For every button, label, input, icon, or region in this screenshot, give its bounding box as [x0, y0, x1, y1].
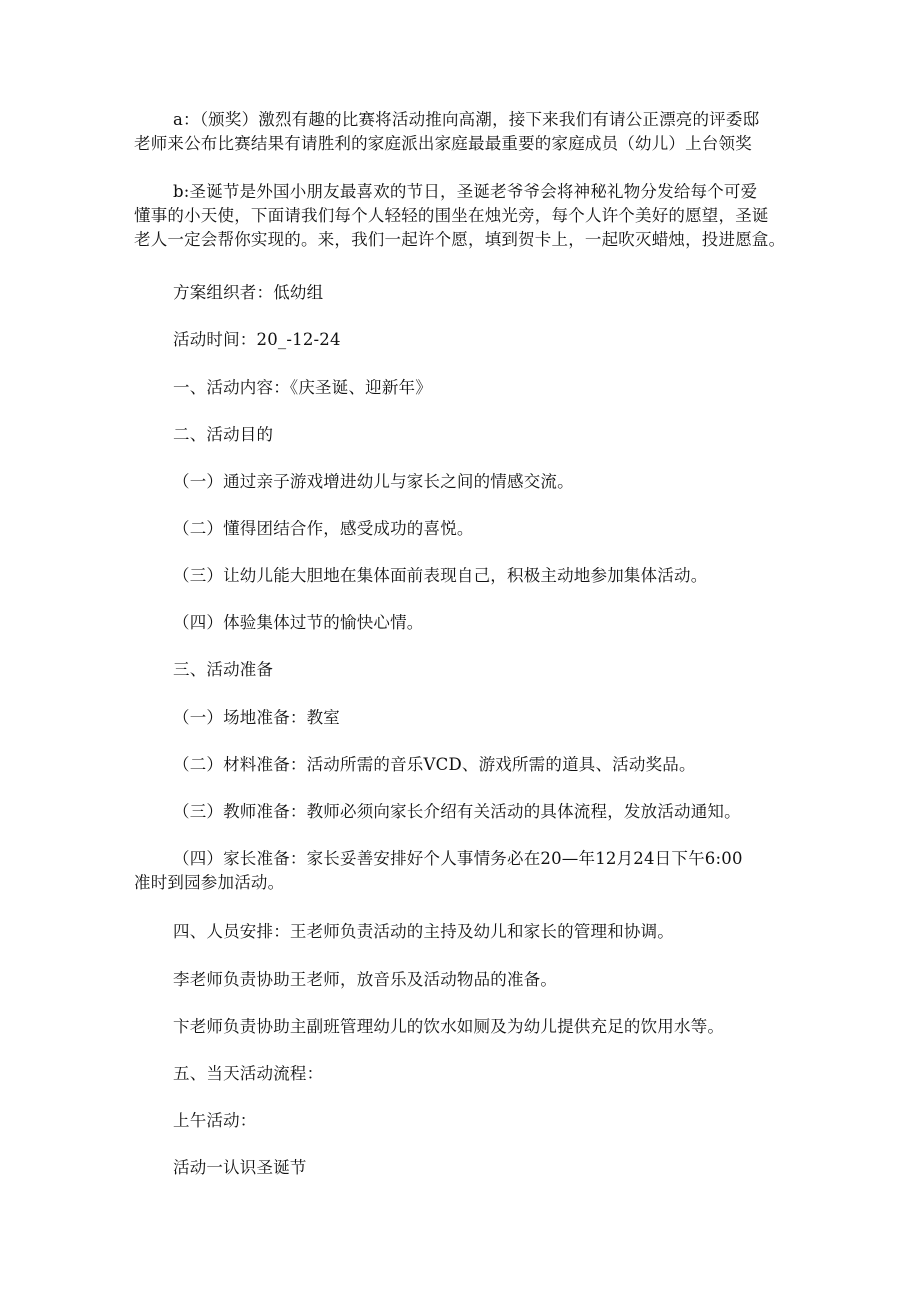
paragraph-content [173, 376, 773, 400]
text-line: b:圣诞节是外国小朋友最喜欢的节日，圣诞老爷爷会将神秘礼物分发给每个可爱 [173, 182, 758, 201]
paragraph-goal-3 [173, 564, 773, 588]
paragraph-christmas [134, 180, 786, 252]
text-line: 活动时间：20_-12-24 [173, 330, 341, 349]
heading-goal [173, 423, 773, 447]
paragraph-goal-1 [173, 470, 773, 494]
text-line: （三）让幼儿能大胆地在集体面前表现自己，积极主动地参加集体活动。 [173, 566, 708, 585]
heading-flow [173, 1062, 773, 1086]
text-line: a：（颁奖）激烈有趣的比赛将活动推向高潮，接下来我们有请公正漂亮的评委邸 [173, 110, 760, 129]
text-line: 李老师负责协助王老师，放音乐及活动物品的准备。 [173, 970, 558, 989]
paragraph-staff-3 [173, 1015, 773, 1039]
paragraph-activity-1 [173, 1156, 773, 1180]
paragraph-prep-1 [173, 706, 773, 730]
text-line: 一、活动内容：《庆圣诞、迎新年》 [173, 378, 432, 397]
paragraph-staff [173, 920, 773, 944]
text-line: 准时到园参加活动。 [134, 873, 285, 892]
text-line: 五、当天活动流程： [173, 1064, 324, 1083]
text-line: 四、人员安排：王老师负责活动的主持及幼儿和家长的管理和协调。 [173, 922, 674, 941]
text-line: 上午活动： [173, 1111, 257, 1130]
paragraph-prep-2 [173, 753, 773, 777]
paragraph-award [134, 108, 773, 156]
text-line: 老人一定会帮你实现的。来，我们一起许个愿，填到贺卡上，一起吹灭蜡烛，投进愿盒。 [134, 230, 786, 249]
paragraph-morning [173, 1109, 773, 1133]
paragraph-prep-3 [173, 800, 773, 824]
text-line: （四）体验集体过节的愉快心情。 [173, 613, 424, 632]
text-line: （一）通过亲子游戏增进幼儿与家长之间的情感交流。 [173, 472, 574, 491]
text-line: 老师来公布比赛结果有请胜利的家庭派出家庭最最重要的家庭成员（幼儿）上台领奖 [134, 134, 752, 153]
text-line: 懂事的小天使，下面请我们每个人轻轻的围坐在烛光旁，每个人许个美好的愿望，圣诞 [134, 206, 769, 225]
paragraph-staff-2 [173, 968, 773, 992]
text-line: （一）场地准备：教室 [173, 708, 340, 727]
paragraph-prep-4 [134, 847, 773, 895]
paragraph-goal-2 [173, 517, 773, 541]
text-line: 卞老师负责协助主副班管理幼儿的饮水如厕及为幼儿提供充足的饮用水等。 [173, 1017, 725, 1036]
text-line: （三）教师准备：教师必须向家长介绍有关活动的具体流程，发放活动通知。 [173, 802, 741, 821]
text-line: （二）材料准备：活动所需的音乐VCD、游戏所需的道具、活动奖品。 [173, 755, 696, 774]
text-line: 方案组织者：低幼组 [173, 283, 324, 302]
paragraph-time [173, 328, 773, 352]
heading-prep [173, 658, 773, 682]
text-line: 三、活动准备 [173, 660, 274, 679]
text-line: （二）懂得团结合作，感受成功的喜悦。 [173, 519, 474, 538]
paragraph-goal-4 [173, 611, 773, 635]
paragraph-organizer [173, 281, 773, 305]
text-line: （四）家长准备：家长妥善安排好个人事情务必在20—年12月24日下午6:00 [173, 849, 743, 868]
text-line: 二、活动目的 [173, 425, 274, 444]
text-line: 活动一认识圣诞节 [173, 1158, 307, 1177]
